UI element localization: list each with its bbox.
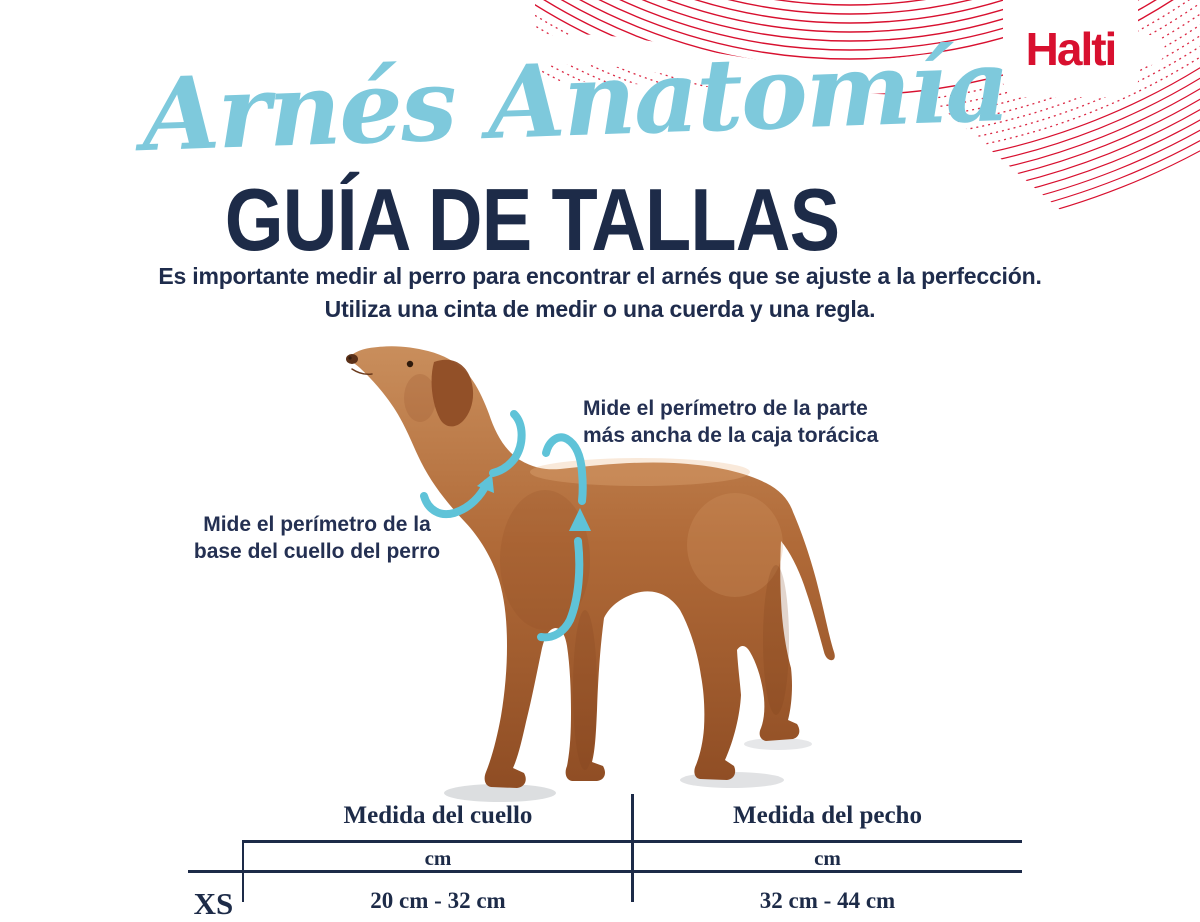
dog-nose xyxy=(346,354,358,364)
table-header-neck: Medida del cuello xyxy=(343,802,533,829)
chest-measure-label xyxy=(583,395,903,449)
chest-label-line-2: más ancha de la caja torácica xyxy=(583,424,879,447)
table-divider-center xyxy=(631,794,634,902)
table-unit-chest: cm xyxy=(814,846,841,870)
neck-label-line-2: base del cuello del perro xyxy=(193,540,441,563)
table-rule-bottom xyxy=(188,870,1022,873)
script-title: Arnés Anatomía xyxy=(140,25,1010,175)
table-header-chest: Medida del pecho xyxy=(733,802,922,829)
chest-label-line-1: Mide el perímetro de la parte xyxy=(583,397,868,420)
page-title: GUÍA DE TALLAS xyxy=(224,170,840,269)
table-row-xs-neck-value: 20 cm - 32 cm xyxy=(370,888,506,913)
table-unit-neck: cm xyxy=(424,846,452,870)
intro-line-1: Es importante medir al perro para encontrar el arnés que se ajuste a la perfección. xyxy=(158,263,1042,289)
neck-measure-label xyxy=(183,511,451,565)
intro-text xyxy=(100,260,1100,326)
table-row-size-xs: XS xyxy=(193,886,234,921)
dog-eye xyxy=(407,361,413,367)
intro-line-2: Utiliza una cinta de medir o una cuerda y una regla. xyxy=(324,296,876,322)
table-row-xs-chest-value: 32 cm - 44 cm xyxy=(759,888,896,913)
neck-label-line-1: Mide el perímetro de la xyxy=(203,513,431,536)
halti-logo-text: Halti xyxy=(1025,22,1116,75)
